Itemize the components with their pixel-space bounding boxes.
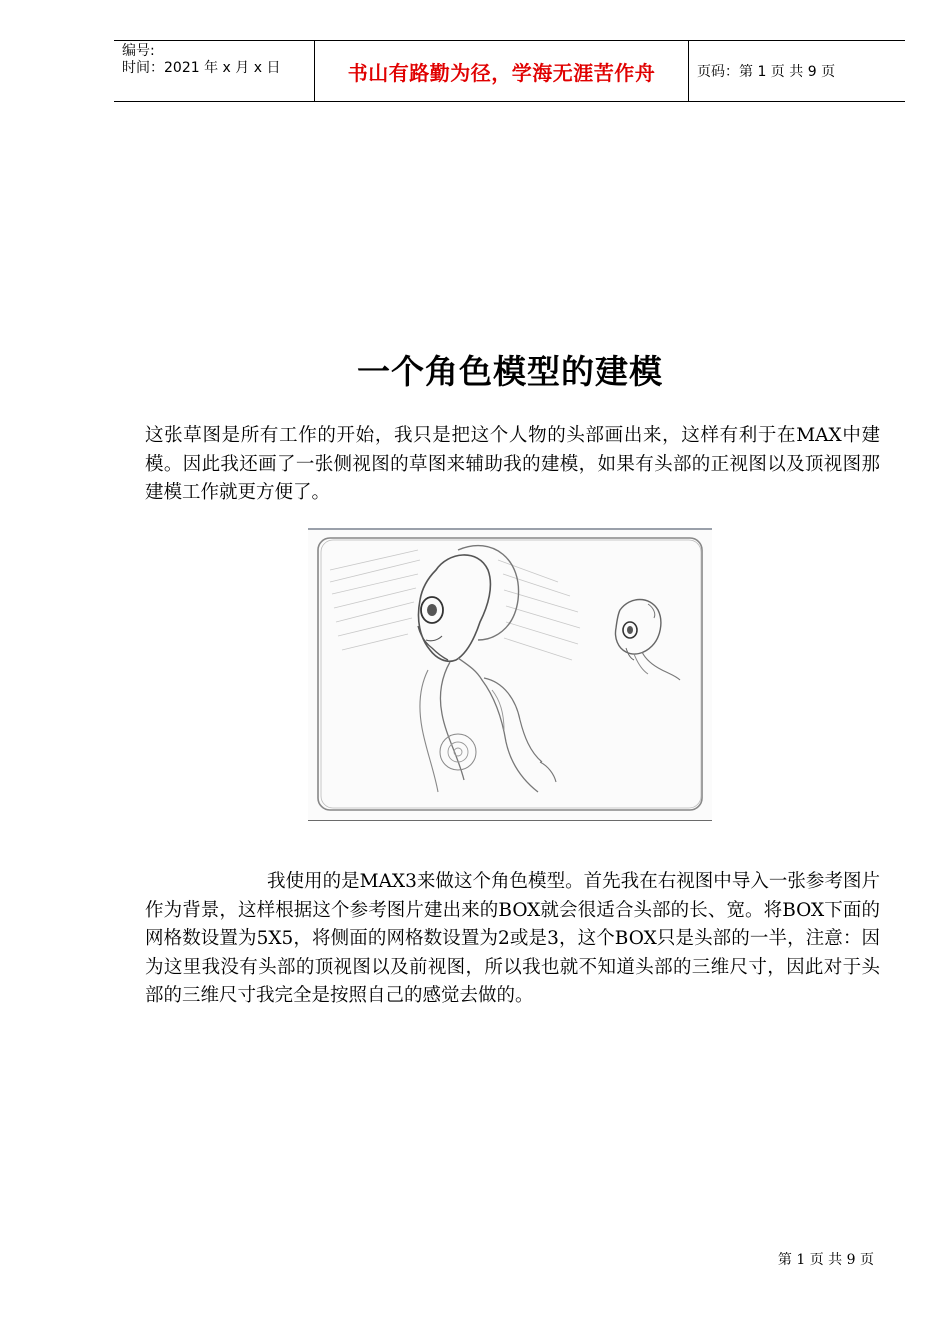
paragraph-intro: 这张草图是所有工作的开始，我只是把这个人物的头部画出来，这样有利于在MAX中建模。因此我还画了一张侧视图的草图来辅助我的建模，如果有头部的正视图以及顶视图那建模工作就更方便了。: [145, 425, 880, 503]
number-label: 编号:: [122, 43, 155, 59]
document-title: 一个角色模型的建模: [357, 352, 663, 391]
page-footer: 第 1 页 共 9 页: [777, 1252, 874, 1268]
header-page-label: 页码：第 1 页 共 9 页: [697, 64, 836, 80]
character-sketch: [308, 530, 712, 818]
paragraph-method: 我使用的是MAX3来做这个角色模型。首先我在右视图中导入一张参考图片作为背景，这样根据这个参考图片建出来的BOX就会很适合头部的长、宽。将BOX下面的网格数设置为5X5，将侧面的网格数设置为2或是3，这个BOX只是头部的一半，注意：因为这里我没有头部的顶视图以及前视图，所以我也就不知道头部的三维尺寸，因此对于头部的三维尺寸我完全是按照自己的感觉去做的。: [145, 871, 880, 1006]
sketch-image: [308, 528, 712, 821]
motto: 书山有路勤为径，学海无涯苦作舟: [315, 41, 689, 101]
header-meta: [114, 41, 315, 101]
page-header: [114, 40, 905, 102]
time-label: 时间：2021 年 x 月 x 日: [122, 60, 281, 76]
